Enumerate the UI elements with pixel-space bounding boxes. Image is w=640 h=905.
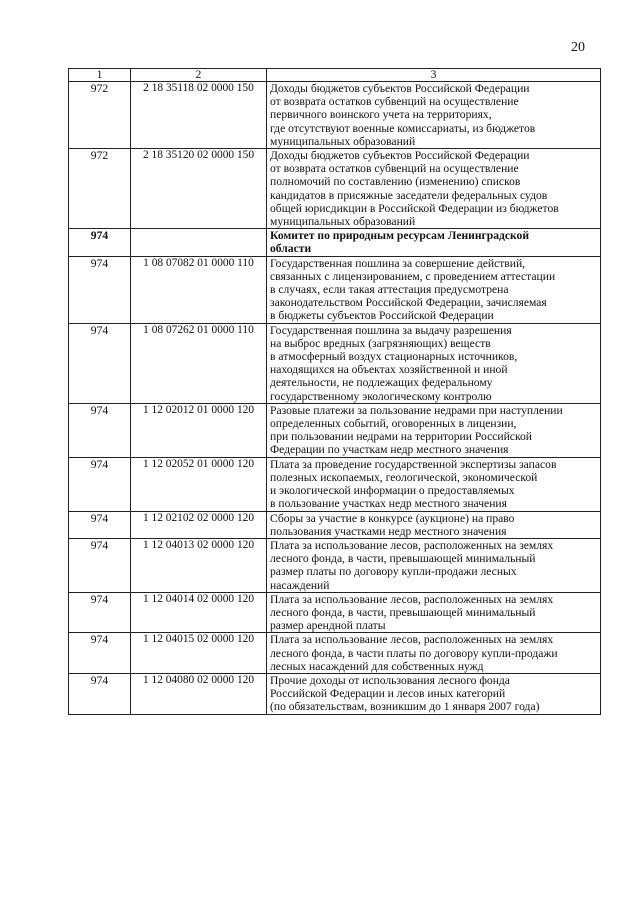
description-cell xyxy=(267,633,601,674)
description-line: лесных насаждений для собственных нужд xyxy=(270,659,484,673)
description-line: Доходы бюджетов субъектов Российской Федерации xyxy=(270,82,530,95)
description-line: общей юрисдикции в Российской Федерации из бюджетов xyxy=(270,201,559,215)
description-line: Плата за проведение государственной экспертизы запасов xyxy=(270,457,557,471)
description-line: насаждений xyxy=(270,578,330,592)
admin-code-cell: 974 xyxy=(69,403,131,457)
description-line: муниципальных образований xyxy=(270,215,416,229)
revenue-code-cell: 1 12 04013 02 0000 120 xyxy=(131,538,267,592)
table-row xyxy=(69,633,601,674)
revenue-code-cell: 2 18 35118 02 0000 150 xyxy=(131,82,267,149)
description-line: полезных ископаемых, геологической, экономической xyxy=(270,470,538,484)
description-cell xyxy=(267,256,601,323)
description-cell xyxy=(267,229,601,256)
description-cell xyxy=(267,673,601,714)
table-row xyxy=(69,323,601,403)
table-row xyxy=(69,229,601,256)
admin-code-cell: 974 xyxy=(69,633,131,674)
admin-code-cell: 974 xyxy=(69,538,131,592)
description-line: полномочий по составлению (изменению) списков xyxy=(270,175,521,189)
description-line: связанных с лицензированием, с проведением аттестации xyxy=(270,269,556,283)
revenue-code-cell xyxy=(131,229,267,256)
description-cell xyxy=(267,538,601,592)
description-line: Государственная пошлина за совершение действий, xyxy=(270,256,526,270)
description-line: в бюджеты субъектов Российской Федерации xyxy=(270,309,494,323)
description-line: в пользование участках недр местного значения xyxy=(270,497,507,511)
description-cell xyxy=(267,323,601,403)
description-line: размер арендной платы xyxy=(270,619,386,633)
description-line: и экологической информации о предоставляемых xyxy=(270,484,515,498)
description-cell xyxy=(267,403,601,457)
admin-code-cell: 974 xyxy=(69,673,131,714)
table-row xyxy=(69,82,601,149)
description-cell xyxy=(267,149,601,229)
description-line: размер платы по договору купли-продажи лесных xyxy=(270,565,517,579)
revenue-codes-table xyxy=(68,68,601,715)
admin-code-cell: 974 xyxy=(69,511,131,538)
description-line: деятельности, не подлежащих федеральному xyxy=(270,376,493,390)
description-line: Федерации по участкам недр местного значения xyxy=(270,443,509,457)
revenue-code-cell: 2 18 35120 02 0000 150 xyxy=(131,149,267,229)
description-line: Плата за использование лесов, расположенных на землях xyxy=(270,633,554,647)
description-line: Прочие доходы от использования лесного фонда xyxy=(270,673,510,687)
admin-code-cell: 972 xyxy=(69,82,131,149)
description-line: Разовые платежи за пользование недрами при наступлении xyxy=(270,403,563,417)
description-line: первичного воинского учета на территориях, xyxy=(270,108,492,122)
table-row xyxy=(69,592,601,633)
description-line: Доходы бюджетов субъектов Российской Федерации xyxy=(270,149,530,163)
description-line: от возврата остатков субвенций на осуществление xyxy=(270,95,519,109)
revenue-code-cell: 1 12 04015 02 0000 120 xyxy=(131,633,267,674)
description-line: при пользовании недрами на территории Российской xyxy=(270,430,533,444)
table-row xyxy=(69,149,601,229)
description-line: определенных событий, оговоренных в лицензии, xyxy=(270,417,517,431)
table-row xyxy=(69,403,601,457)
description-cell xyxy=(267,511,601,538)
description-line: лесного фонда, в части платы по договору купли-продажи xyxy=(270,646,558,660)
column-header-2: 2 xyxy=(131,69,267,82)
revenue-code-cell: 1 12 02052 01 0000 120 xyxy=(131,457,267,511)
description-line: области xyxy=(270,242,312,256)
description-line: находящихся на объектах хозяйственной и иной xyxy=(270,363,508,377)
description-line: (по обязательствам, возникшим до 1 января 2007 года) xyxy=(270,700,540,714)
description-line: муниципальных образований xyxy=(270,134,416,148)
description-line: законодательством Российской Федерации, зачисляемая xyxy=(270,296,547,310)
description-line: Сборы за участие в конкурсе (аукционе) на право xyxy=(270,511,515,525)
description-line: государственному экологическому контролю xyxy=(270,389,492,403)
description-line: на выброс вредных (загрязняющих) веществ xyxy=(270,336,491,350)
revenue-code-cell: 1 12 04014 02 0000 120 xyxy=(131,592,267,633)
revenue-code-cell: 1 08 07262 01 0000 110 xyxy=(131,323,267,403)
admin-code-cell: 974 xyxy=(69,256,131,323)
table-header-row xyxy=(69,69,601,82)
revenue-code-cell: 1 12 02102 02 0000 120 xyxy=(131,511,267,538)
description-line: Плата за использование лесов, расположенных на землях xyxy=(270,592,554,606)
table-row xyxy=(69,457,601,511)
table-row xyxy=(69,256,601,323)
table-row xyxy=(69,673,601,714)
description-cell xyxy=(267,82,601,149)
description-line: лесного фонда, в части, превышающей минимальный xyxy=(270,605,536,619)
table-body xyxy=(69,69,601,715)
revenue-code-cell: 1 08 07082 01 0000 110 xyxy=(131,256,267,323)
description-line: Плата за использование лесов, расположенных на землях xyxy=(270,538,554,552)
description-line: в случаях, если такая аттестация предусмотрена xyxy=(270,283,509,297)
table-row xyxy=(69,538,601,592)
description-line: кандидатов в присяжные заседатели федеральных судов xyxy=(270,188,548,202)
description-line: пользования участками недр местного значения xyxy=(270,524,507,538)
description-cell xyxy=(267,457,601,511)
description-line: в атмосферный воздух стационарных источников, xyxy=(270,350,518,364)
description-line: от возврата остатков субвенций на осуществление xyxy=(270,162,519,176)
description-line: Российской Федерации и лесов иных категорий xyxy=(270,687,506,701)
table-row xyxy=(69,511,601,538)
admin-code-cell: 974 xyxy=(69,229,131,256)
column-header-3: 3 xyxy=(267,69,601,82)
admin-code-cell: 974 xyxy=(69,592,131,633)
admin-code-cell: 972 xyxy=(69,149,131,229)
admin-code-cell: 974 xyxy=(69,323,131,403)
description-line: Комитет по природным ресурсам Ленинградской xyxy=(270,229,530,243)
revenue-code-cell: 1 12 04080 02 0000 120 xyxy=(131,673,267,714)
column-header-1: 1 xyxy=(69,69,131,82)
admin-code-cell: 974 xyxy=(69,457,131,511)
revenue-code-cell: 1 12 02012 01 0000 120 xyxy=(131,403,267,457)
description-line: где отсутствуют военные комиссариаты, из бюджетов xyxy=(270,121,536,135)
page-number: 20 xyxy=(571,40,585,55)
description-line: Государственная пошлина за выдачу разрешения xyxy=(270,323,512,337)
description-line: лесного фонда, в части, превышающей минимальный xyxy=(270,552,536,566)
description-cell xyxy=(267,592,601,633)
